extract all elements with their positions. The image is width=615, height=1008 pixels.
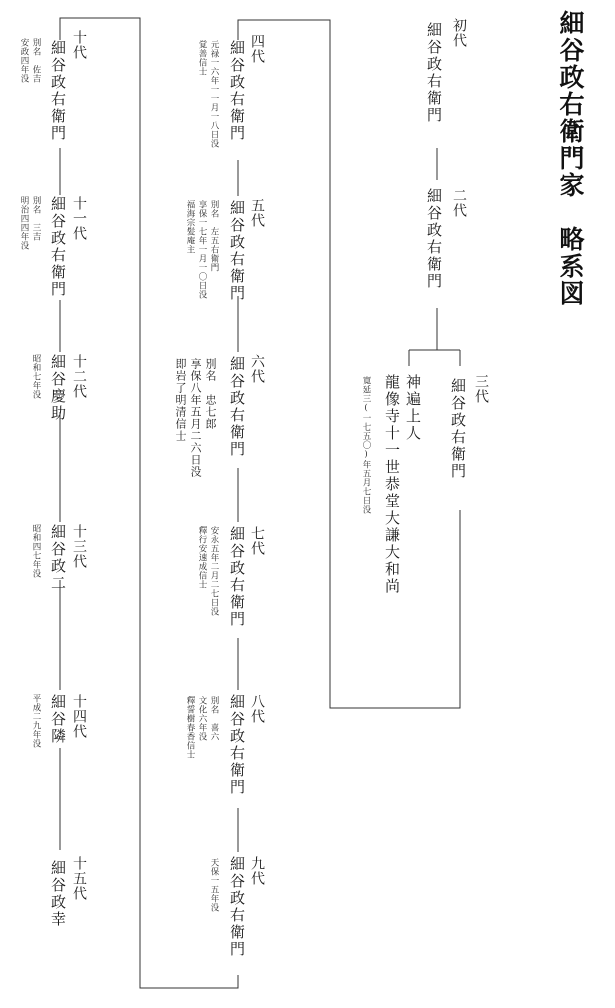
person-name-7: 細谷政右衛門 [228,526,246,628]
death-note-4a: 元禄一六年一一月一八日没 [209,40,219,148]
gen-label-8: 八代 [249,694,265,724]
gen-label-3: 三代 [473,374,489,404]
person-name-11: 細谷政右衛門 [49,196,67,298]
person-name-5: 細谷政右衛門 [228,200,246,302]
person-name-8: 細谷政右衛門 [228,694,246,796]
death-note-6b: 享保八年五月二六日没 [189,358,202,478]
gen-label-6: 六代 [249,354,265,384]
person-name-6: 細谷政右衛門 [228,356,246,458]
gen-label-13: 十三代 [71,524,87,569]
death-note-7a: 安永五年二月二七日没 [209,526,219,616]
gen-label-10: 十代 [71,30,87,60]
death-note-8a: 別名 喜六 [209,696,219,741]
death-note-5b: 享保一七年一月一〇日没 [197,200,207,299]
gen-label-7: 七代 [249,526,265,556]
connector-9-10 [60,18,238,988]
death-note-13a: 昭和四七年没 [31,524,41,578]
gen-label-12: 十二代 [71,354,87,399]
death-note-7b: 釋行安速成信士 [197,526,207,589]
page-title: 細谷政右衛門家 略系図 [556,10,585,307]
death-note-6a: 別名 忠七郎 [204,358,217,430]
person-name-4: 細谷政右衛門 [228,40,246,142]
death-note-8b: 文化六年没 [197,696,207,741]
death-note-12a: 昭和七年没 [31,354,41,399]
person-name-2: 細谷政右衛門 [425,188,443,290]
sibling-line-2: 龍像寺十一世恭堂大謙大和尚 [383,374,401,595]
death-note-9a: 天保一五年没 [209,858,219,912]
death-note-6c: 即岩了明清信士 [174,358,187,442]
death-note-10a: 別名 佐吉 [31,38,41,83]
death-note-5c: 福海宗髪庵主 [185,200,195,254]
death-note-11b: 明治四四年没 [19,196,29,250]
person-name-15: 細谷政幸 [49,860,67,928]
death-note-5a: 別名 左五右衛門 [209,200,219,272]
gen-label-5: 五代 [249,198,265,228]
gen-label-1: 初代 [451,18,467,48]
gen-label-9: 九代 [249,856,265,886]
death-note-8c: 釋誓樹春香信士 [185,696,195,759]
death-note-4b: 覚善信士 [197,40,207,76]
gen-label-4: 四代 [249,34,265,64]
person-name-3: 細谷政右衛門 [449,378,467,480]
person-name-13: 細谷政二 [49,524,67,592]
gen-label-2: 二代 [451,188,467,218]
gen-label-11: 十一代 [71,196,87,241]
sibling-line-1: 神遍上人 [404,374,422,442]
person-name-9: 細谷政右衛門 [228,856,246,958]
person-name-1: 細谷政右衛門 [425,22,443,124]
sibling-note: 寛延三(一七五〇)年五月七日没 [361,376,371,514]
death-note-14a: 平成二九年没 [31,694,41,748]
death-note-11a: 別名 三吉 [31,196,41,241]
person-name-10: 細谷政右衛門 [49,40,67,142]
gen-label-14: 十四代 [71,694,87,739]
death-note-10b: 安政四年没 [19,38,29,83]
person-name-12: 細谷慶助 [49,354,67,422]
person-name-14: 細谷隣 [49,694,67,745]
gen-label-15: 十五代 [71,856,87,901]
